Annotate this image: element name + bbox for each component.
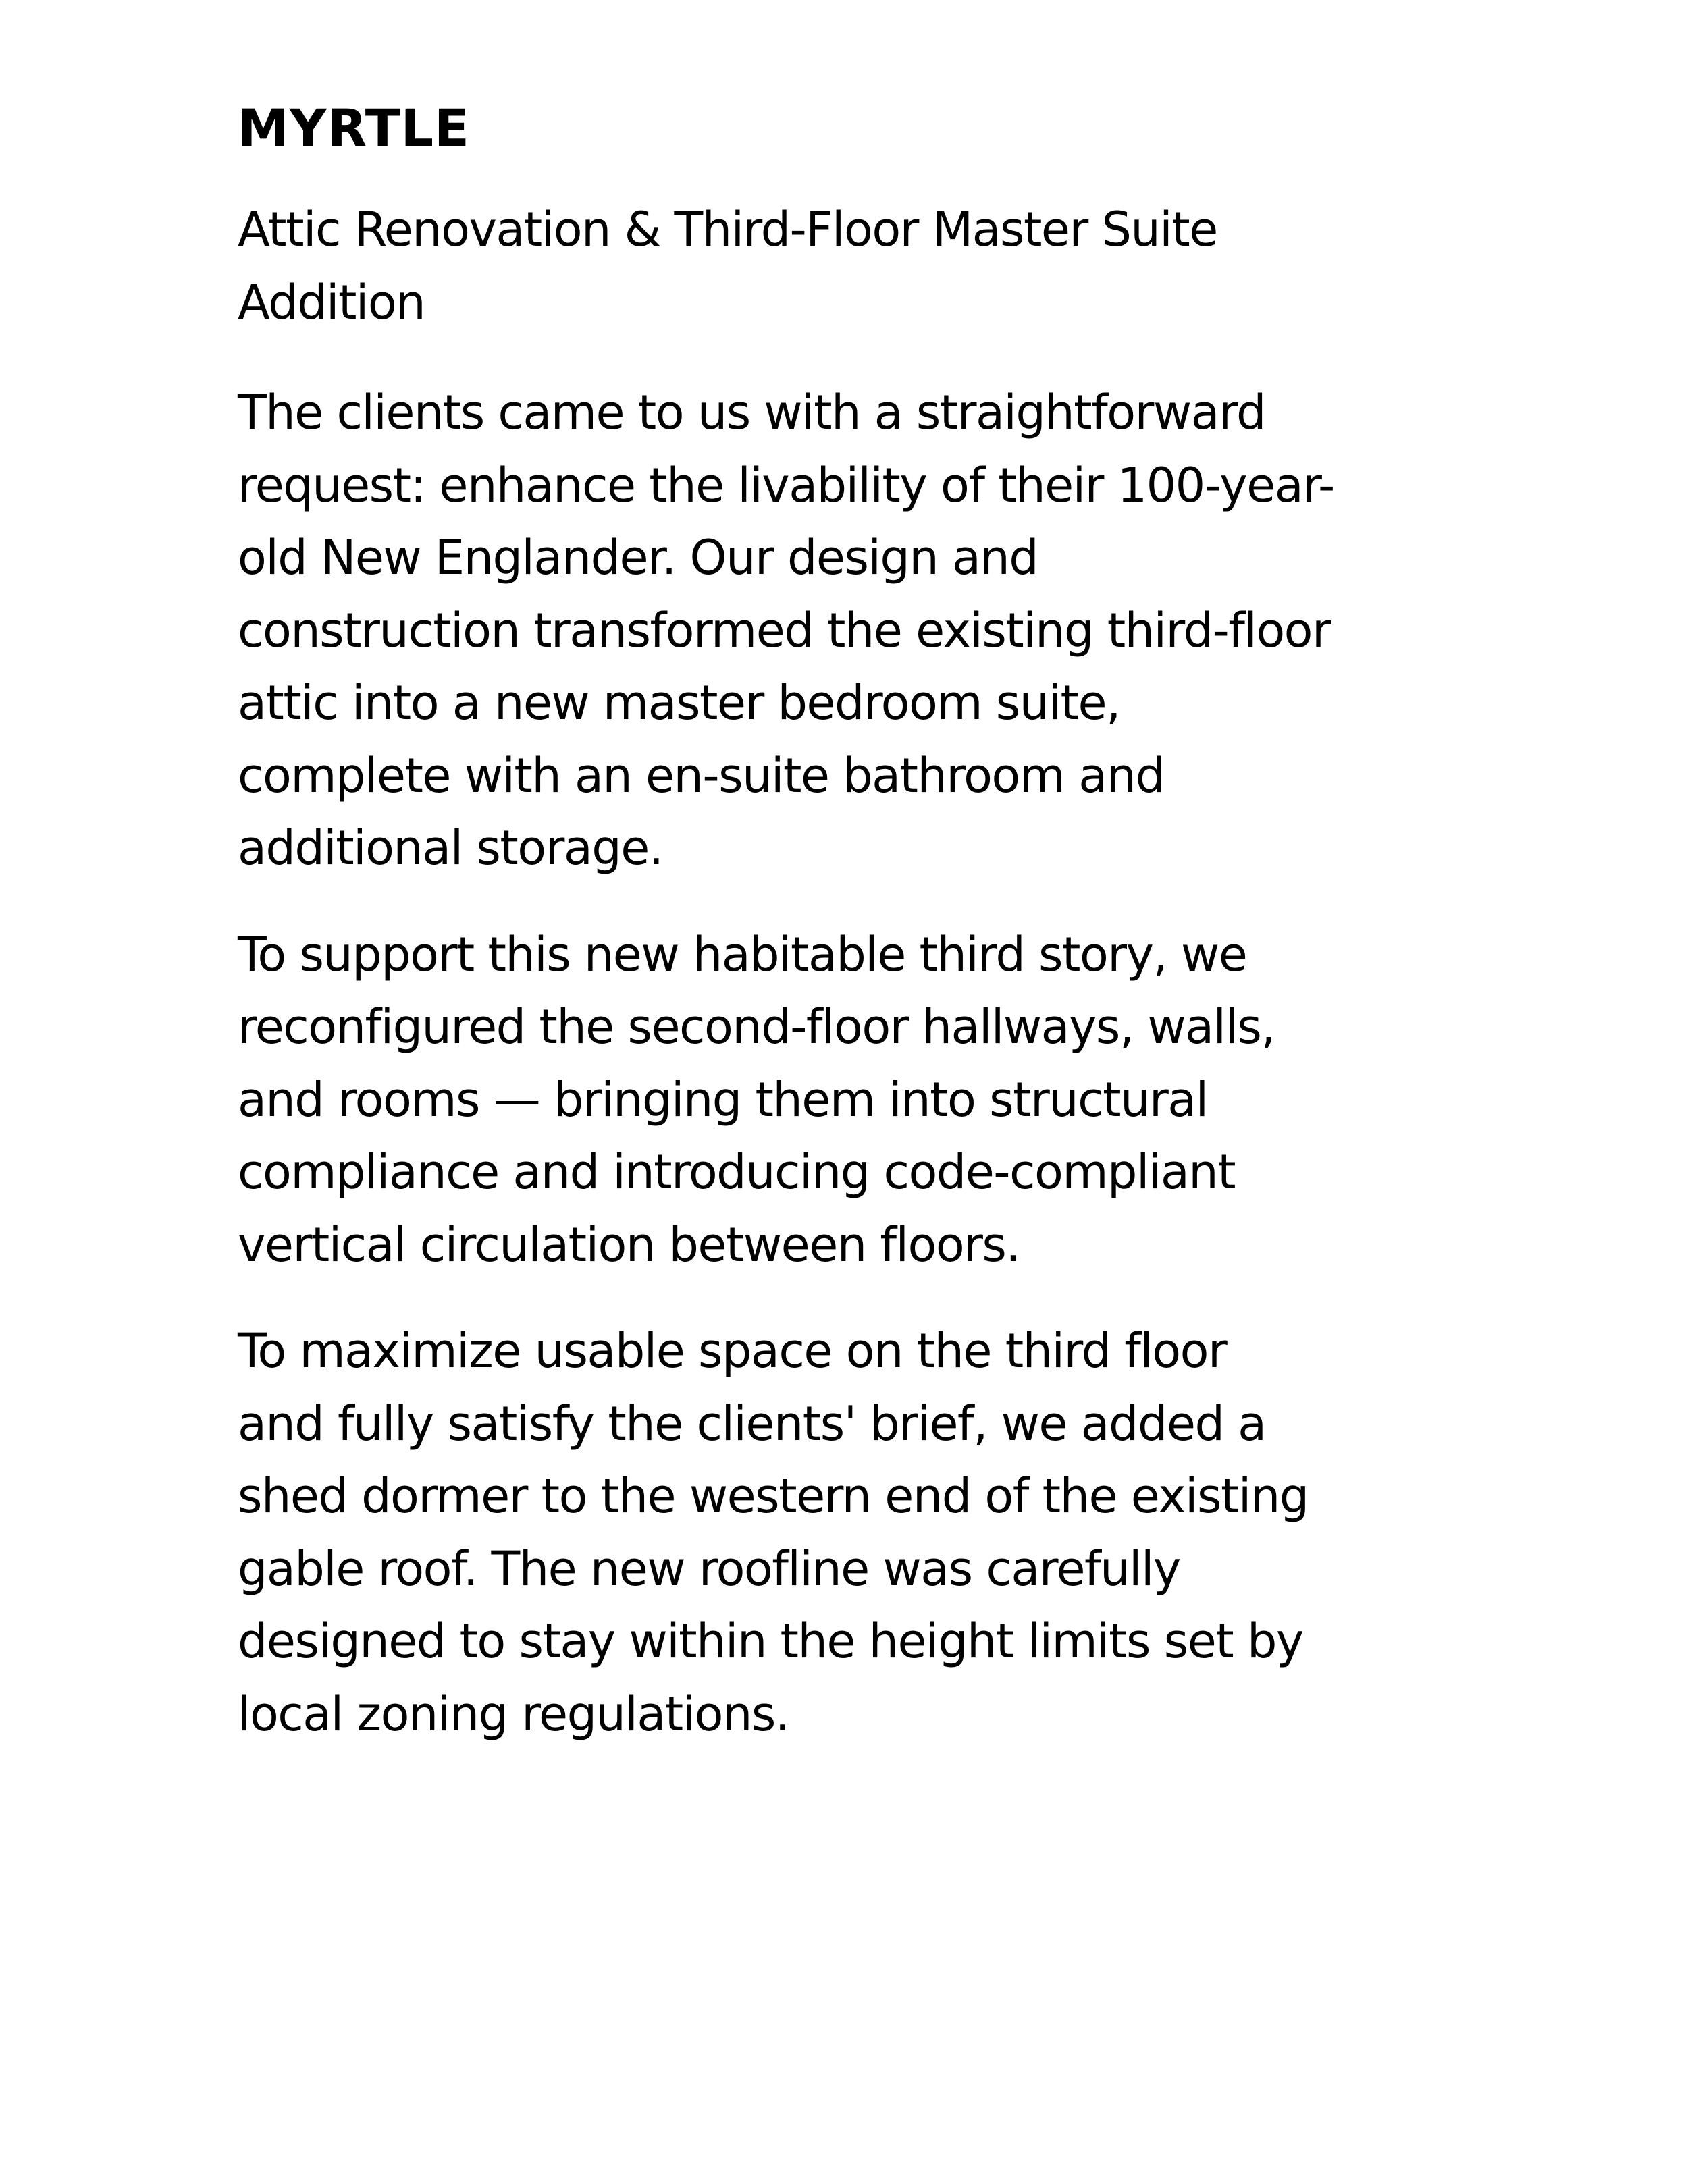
paragraph-line: The clients came to us with a straightforward [238, 385, 1265, 440]
paragraph-structure [238, 919, 1446, 1282]
paragraph-line: reconfigured the second-floor hallways, walls, [238, 999, 1275, 1055]
paragraph-line: attic into a new master bedroom suite, [238, 675, 1120, 730]
paragraph-line: and fully satisfy the clients' brief, we added a [238, 1395, 1266, 1451]
paragraph-line: shed dormer to the western end of the existing [238, 1468, 1309, 1524]
paragraph-line: construction transformed the existing third-floor [238, 602, 1331, 658]
paragraph-line: and rooms — bringing them into structural [238, 1071, 1208, 1127]
paragraph-line: designed to stay within the height limits set by [238, 1614, 1303, 1669]
paragraph-line: additional storage. [238, 820, 663, 876]
paragraph-line: request: enhance the livability of their 100-year- [238, 457, 1334, 513]
document-title: MYRTLE [238, 98, 470, 158]
document-page [238, 95, 1446, 1784]
paragraph-intro [238, 377, 1446, 885]
paragraph-line: To support this new habitable third story, we [238, 926, 1247, 982]
document-subtitle: Attic Renovation & Third-Floor Master Suite Addition [238, 202, 1217, 330]
paragraph-dormer [238, 1315, 1446, 1751]
paragraph-line: complete with an en-suite bathroom and [238, 747, 1165, 803]
paragraph-line: vertical circulation between floors. [238, 1217, 1020, 1273]
paragraph-line: old New Englander. Our design and [238, 530, 1038, 585]
paragraph-line: compliance and introducing code-compliant [238, 1144, 1236, 1200]
paragraph-line: To maximize usable space on the third floor [238, 1323, 1227, 1379]
paragraph-line: gable roof. The new roofline was carefully [238, 1541, 1180, 1597]
paragraph-line: local zoning regulations. [238, 1686, 789, 1742]
